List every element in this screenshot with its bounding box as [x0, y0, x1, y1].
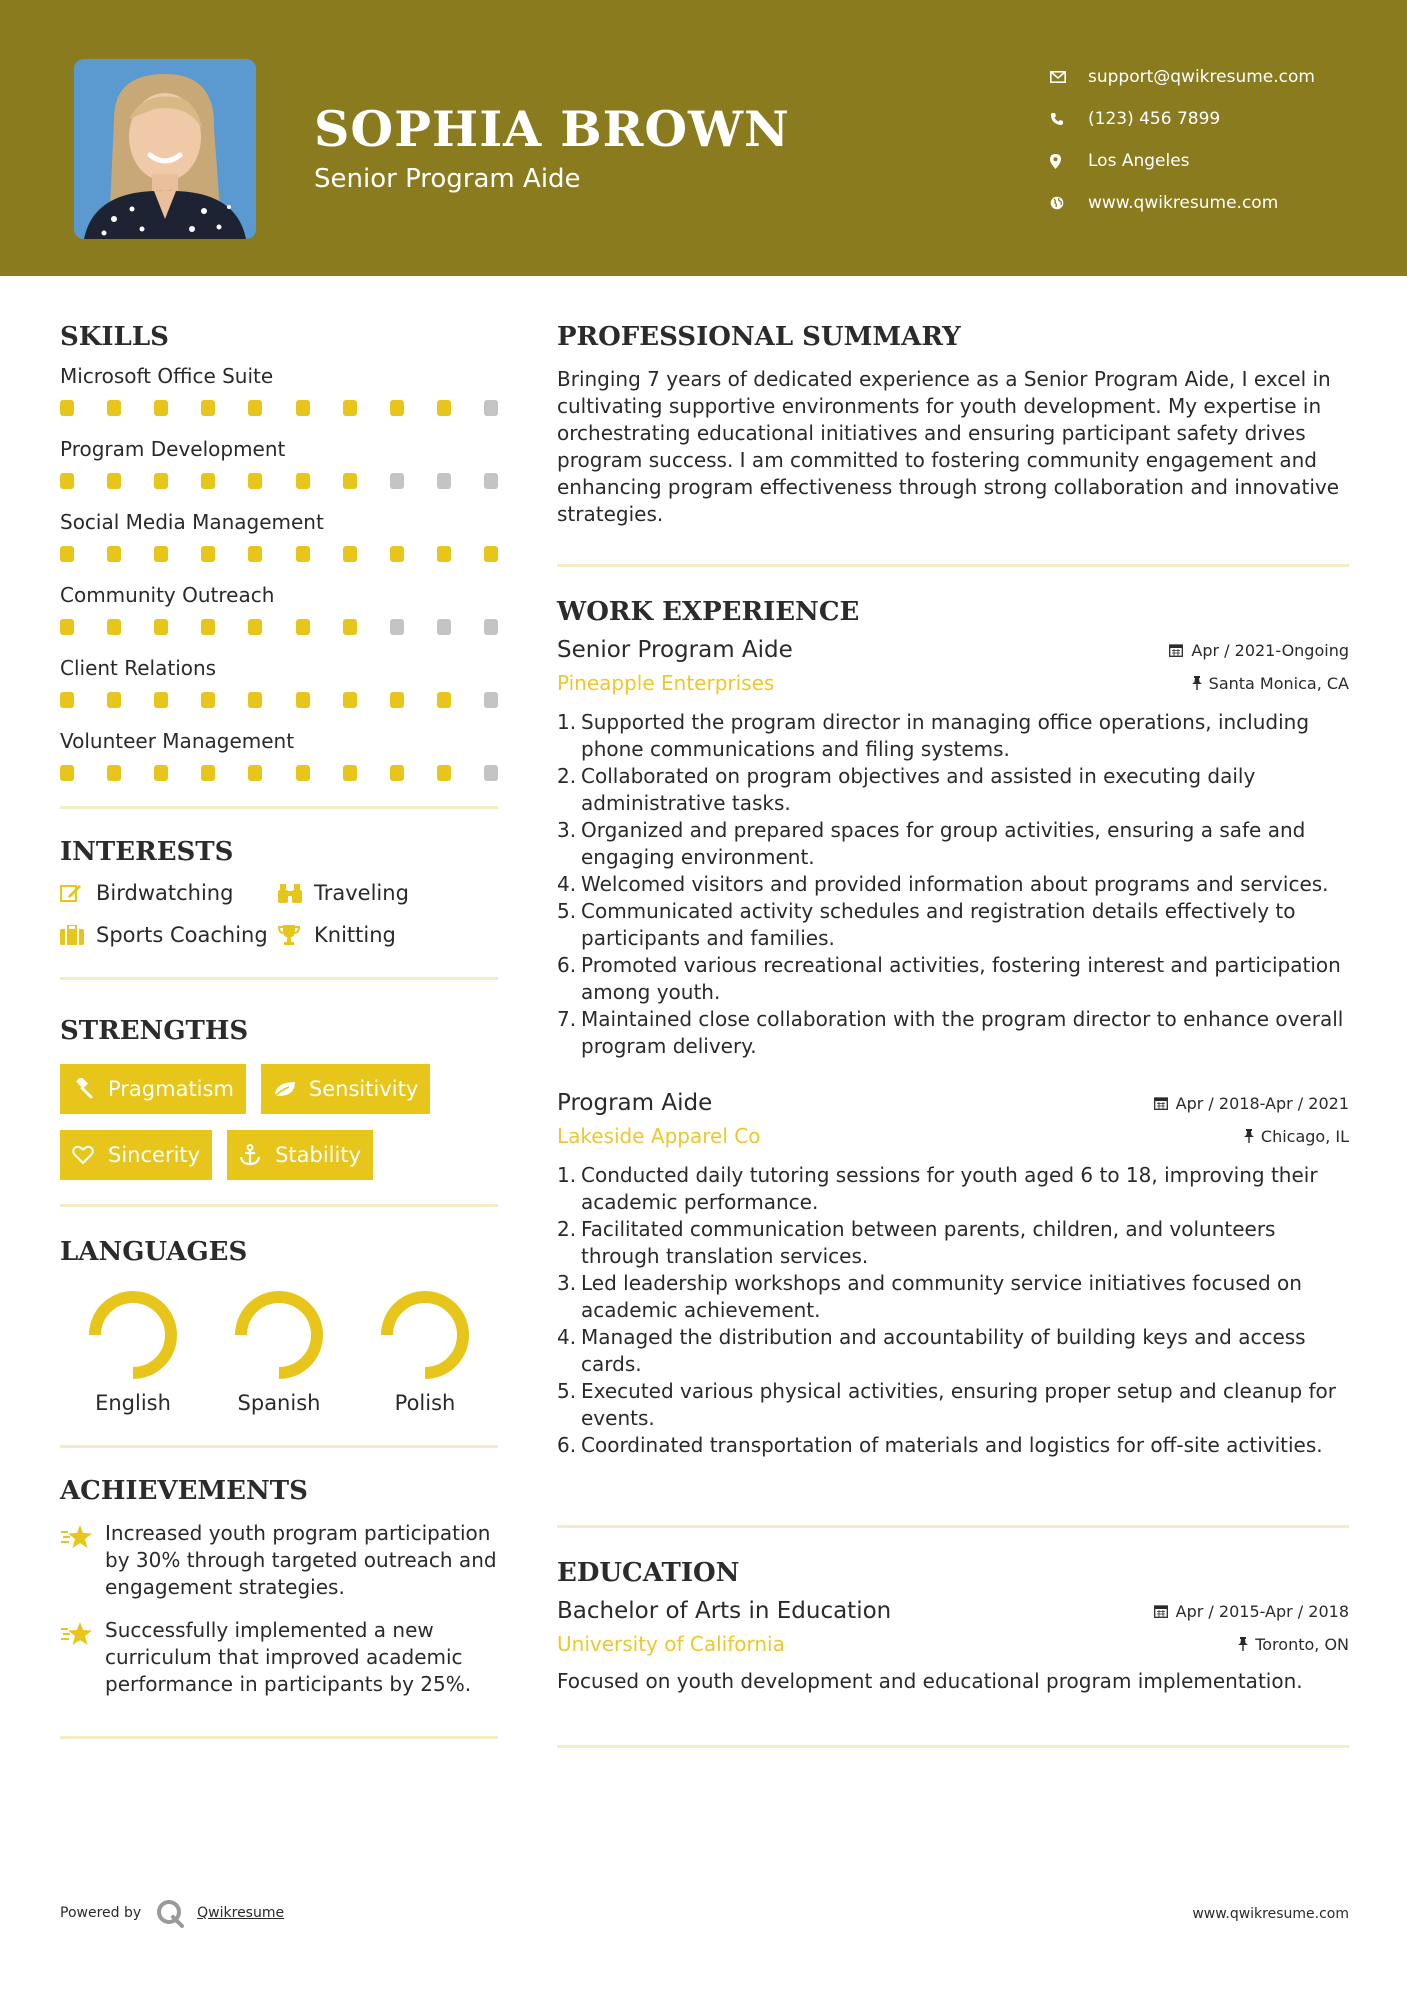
strength-label: Sensitivity [308, 1077, 419, 1101]
star-icon [60, 1617, 105, 1698]
duty-item: 4. Welcomed visitors and provided information about programs and services. [557, 872, 1329, 896]
rating-dot-filled [107, 546, 121, 562]
duty-item: 3. Led leadership workshops and community service initiatives focused on academic achievement. [557, 1271, 1302, 1322]
rating-dot-filled [154, 546, 168, 562]
duty-item: 5. Communicated activity schedules and registration details effectively to participants and families. [557, 899, 1296, 950]
contact-website[interactable] [1050, 182, 1315, 224]
rating-dot-filled [296, 619, 310, 635]
rating-dot-filled [343, 400, 357, 416]
education-heading: EDUCATION [557, 1558, 740, 1588]
job-location: Santa Monica, CA [1192, 674, 1349, 693]
contact-phone[interactable] [1050, 98, 1315, 140]
language-level-ring [233, 1289, 325, 1381]
phone-icon [1050, 112, 1088, 126]
rating-dot-filled [60, 473, 74, 489]
achievement-text: Successfully implemented a new curriculum that improved academic performance in participants by 25%. [105, 1618, 472, 1696]
contact-list [1050, 56, 1315, 224]
brand-link[interactable]: Qwikresume [197, 1905, 285, 1921]
job-entry [557, 637, 1349, 1060]
rating-dot-filled [107, 619, 121, 635]
calendar-icon [1169, 643, 1183, 657]
anchor-icon [239, 1144, 275, 1166]
job-location: Chicago, IL [1244, 1127, 1349, 1146]
education-date: Apr / 2015-Apr / 2018 [1154, 1602, 1349, 1621]
powered-by-label: Powered by [60, 1905, 142, 1921]
rating-dot-filled [248, 692, 262, 708]
skills-heading: SKILLS [60, 322, 169, 352]
language-label: Spanish [237, 1391, 321, 1415]
contact-email-text: support@qwikresume.com [1088, 67, 1315, 87]
briefcase-icon [60, 925, 96, 945]
rating-dot-filled [343, 692, 357, 708]
rating-dot-filled [248, 765, 262, 781]
rating-dot-filled [60, 400, 74, 416]
skill-name: Social Media Management [60, 510, 324, 534]
rating-dot-filled [296, 765, 310, 781]
candidate-title: Senior Program Aide [314, 164, 581, 194]
rating-dot-filled [390, 546, 404, 562]
language-item [60, 1289, 206, 1415]
language-level-ring [87, 1289, 179, 1381]
contact-location [1050, 140, 1315, 182]
skill-item [60, 437, 498, 510]
education-entry [557, 1598, 1349, 1695]
heart-icon [72, 1145, 108, 1165]
strength-chip [60, 1130, 212, 1180]
rating-dot-filled [60, 765, 74, 781]
skill-rating [60, 400, 498, 416]
rating-dot-filled [201, 473, 215, 489]
section-divider [557, 1525, 1349, 1528]
rating-dot-filled [390, 765, 404, 781]
header-banner [0, 0, 1407, 276]
skill-name: Volunteer Management [60, 729, 295, 753]
rating-dot-empty [437, 619, 451, 635]
rating-dot-filled [201, 546, 215, 562]
rating-dot-filled [296, 473, 310, 489]
rating-dot-empty [484, 400, 498, 416]
achievements-heading: ACHIEVEMENTS [60, 1476, 308, 1506]
skill-rating [60, 765, 498, 781]
job-date: Apr / 2021-Ongoing [1169, 641, 1349, 660]
pushpin-icon [1192, 676, 1202, 690]
school-name: University of California [557, 1632, 785, 1656]
pencil-icon [60, 883, 96, 903]
rating-dot-filled [201, 619, 215, 635]
duty-item: 2. Facilitated communication between parents, children, and volunteers through translation services. [557, 1217, 1276, 1268]
skill-item [60, 729, 498, 802]
rating-dot-filled [154, 473, 168, 489]
rating-dot-filled [296, 692, 310, 708]
education-description: Focused on youth development and educational program implementation. [557, 1669, 1303, 1693]
binoculars-icon [278, 882, 314, 904]
section-divider [60, 1204, 498, 1207]
languages-list [60, 1289, 498, 1415]
trophy-icon [278, 924, 314, 946]
language-level-ring [379, 1289, 471, 1381]
qwikresume-logo-icon [155, 1898, 185, 1928]
duty-item: 1. Conducted daily tutoring sessions for youth aged 6 to 18, improving their academic performance. [557, 1163, 1318, 1214]
duty-item: 6. Coordinated transportation of materials and logistics for off-site activities. [557, 1433, 1323, 1457]
contact-phone-text: (123) 456 7899 [1088, 109, 1221, 129]
interest-item [60, 923, 278, 947]
duty-list [557, 709, 1349, 1060]
rating-dot-filled [201, 400, 215, 416]
interest-label: Birdwatching [96, 881, 234, 905]
section-divider [60, 977, 498, 980]
skill-name: Community Outreach [60, 583, 275, 607]
rating-dot-empty [390, 473, 404, 489]
rating-dot-empty [484, 619, 498, 635]
rating-dot-filled [201, 765, 215, 781]
rating-dot-filled [107, 692, 121, 708]
duty-item: 2. Collaborated on program objectives and assisted in executing daily administrative tasks. [557, 764, 1256, 815]
globe-icon [1050, 196, 1088, 210]
rating-dot-filled [201, 692, 215, 708]
skill-rating [60, 546, 498, 562]
rating-dot-filled [248, 619, 262, 635]
right-column [557, 322, 1349, 1748]
strength-chip [60, 1064, 246, 1114]
rating-dot-filled [437, 400, 451, 416]
section-divider [60, 1445, 498, 1448]
skill-item [60, 510, 498, 583]
section-divider [60, 1736, 498, 1739]
interest-item [278, 881, 498, 905]
skill-name: Client Relations [60, 656, 217, 680]
duty-item: 4. Managed the distribution and accountability of building keys and access cards. [557, 1325, 1306, 1376]
rating-dot-empty [390, 619, 404, 635]
duty-item: 5. Executed various physical activities, ensuring proper setup and cleanup for events. [557, 1379, 1336, 1430]
job-title: Program Aide [557, 1090, 713, 1116]
duty-item: 3. Organized and prepared spaces for group activities, ensuring a safe and engaging environment. [557, 818, 1306, 869]
rating-dot-filled [484, 546, 498, 562]
contact-location-text: Los Angeles [1088, 151, 1190, 171]
contact-email[interactable] [1050, 56, 1315, 98]
section-divider [557, 564, 1349, 567]
skill-rating [60, 619, 498, 635]
skill-item [60, 583, 498, 656]
location-pin-icon [1050, 154, 1088, 169]
contact-website-text: www.qwikresume.com [1088, 193, 1279, 213]
skill-item [60, 656, 498, 729]
job-entry [557, 1090, 1349, 1459]
left-column [60, 322, 498, 1739]
star-icon [60, 1520, 105, 1601]
rating-dot-filled [437, 692, 451, 708]
duty-item: 1. Supported the program director in managing office operations, including phone communications and filing systems. [557, 710, 1310, 761]
footer-powered-by [60, 1898, 284, 1928]
degree-title: Bachelor of Arts in Education [557, 1598, 892, 1624]
job-company: Pineapple Enterprises [557, 671, 775, 695]
candidate-name: SOPHIA BROWN [314, 100, 790, 158]
job-company: Lakeside Apparel Co [557, 1124, 761, 1148]
experience-heading: WORK EXPERIENCE [557, 597, 860, 627]
achievements-list [60, 1520, 498, 1698]
pushpin-icon [1238, 1637, 1248, 1651]
rating-dot-filled [248, 400, 262, 416]
rating-dot-filled [343, 546, 357, 562]
rating-dot-filled [107, 473, 121, 489]
language-item [352, 1289, 498, 1415]
job-title: Senior Program Aide [557, 637, 793, 663]
language-item [206, 1289, 352, 1415]
rating-dot-empty [484, 765, 498, 781]
rating-dot-filled [343, 619, 357, 635]
rating-dot-filled [248, 546, 262, 562]
skill-name: Program Development [60, 437, 286, 461]
strength-label: Stability [275, 1143, 362, 1167]
gavel-icon [72, 1078, 108, 1100]
interest-label: Traveling [314, 881, 409, 905]
section-divider [60, 806, 498, 809]
rating-dot-filled [437, 546, 451, 562]
strength-chip [227, 1130, 373, 1180]
achievement-item [60, 1617, 498, 1698]
rating-dot-filled [60, 619, 74, 635]
duty-list [557, 1162, 1349, 1459]
rating-dot-empty [484, 473, 498, 489]
education-location: Toronto, ON [1238, 1635, 1349, 1654]
rating-dot-filled [343, 765, 357, 781]
interests-heading: INTERESTS [60, 837, 234, 867]
interest-label: Sports Coaching [96, 923, 268, 947]
section-divider [557, 1745, 1349, 1748]
job-date: Apr / 2018-Apr / 2021 [1154, 1094, 1349, 1113]
rating-dot-filled [296, 400, 310, 416]
skill-rating [60, 473, 498, 489]
rating-dot-filled [154, 619, 168, 635]
calendar-icon [1154, 1604, 1168, 1618]
rating-dot-filled [296, 546, 310, 562]
profile-photo [74, 59, 256, 239]
interest-item [278, 923, 498, 947]
duty-item: 7. Maintained close collaboration with the program director to enhance overall program delivery. [557, 1007, 1344, 1058]
strength-chip [261, 1064, 430, 1114]
strengths-list [60, 1064, 498, 1180]
skill-rating [60, 692, 498, 708]
achievement-text: Increased youth program participation by 30% through targeted outreach and engagement strategies. [105, 1521, 497, 1599]
summary-heading: PROFESSIONAL SUMMARY [557, 322, 961, 352]
strength-label: Sincerity [108, 1143, 201, 1167]
leaf-icon [273, 1080, 309, 1098]
rating-dot-filled [390, 400, 404, 416]
rating-dot-filled [107, 765, 121, 781]
rating-dot-filled [60, 546, 74, 562]
footer-website[interactable]: www.qwikresume.com [1192, 1906, 1349, 1922]
rating-dot-filled [60, 692, 74, 708]
rating-dot-filled [437, 765, 451, 781]
skill-item [60, 364, 498, 437]
languages-heading: LANGUAGES [60, 1237, 248, 1267]
language-label: English [95, 1391, 171, 1415]
skills-list [60, 364, 498, 802]
rating-dot-filled [343, 473, 357, 489]
interests-list [60, 881, 498, 947]
rating-dot-filled [154, 765, 168, 781]
achievement-item [60, 1520, 498, 1601]
strength-label: Pragmatism [108, 1077, 234, 1101]
skill-name: Microsoft Office Suite [60, 364, 274, 388]
rating-dot-filled [154, 692, 168, 708]
rating-dot-empty [437, 473, 451, 489]
rating-dot-filled [107, 400, 121, 416]
envelope-icon [1050, 71, 1088, 83]
summary-text: Bringing 7 years of dedicated experience as a Senior Program Aide, I excel in cultivating supportive environments for youth development. My expertise in orchestrating educational initiatives and ensuring participant safety drives program success. I am committed to fostering community engagement and enhancing program effectiveness through strong collaboration and innovative strategies. [557, 367, 1340, 526]
duty-item: 6. Promoted various recreational activities, fostering interest and participation among youth. [557, 953, 1341, 1004]
interest-label: Knitting [314, 923, 396, 947]
pushpin-icon [1244, 1129, 1254, 1143]
strengths-heading: STRENGTHS [60, 1016, 249, 1046]
rating-dot-filled [154, 400, 168, 416]
language-label: Polish [394, 1391, 456, 1415]
interest-item [60, 881, 278, 905]
rating-dot-filled [390, 692, 404, 708]
rating-dot-empty [484, 692, 498, 708]
rating-dot-filled [248, 473, 262, 489]
calendar-icon [1154, 1096, 1168, 1110]
